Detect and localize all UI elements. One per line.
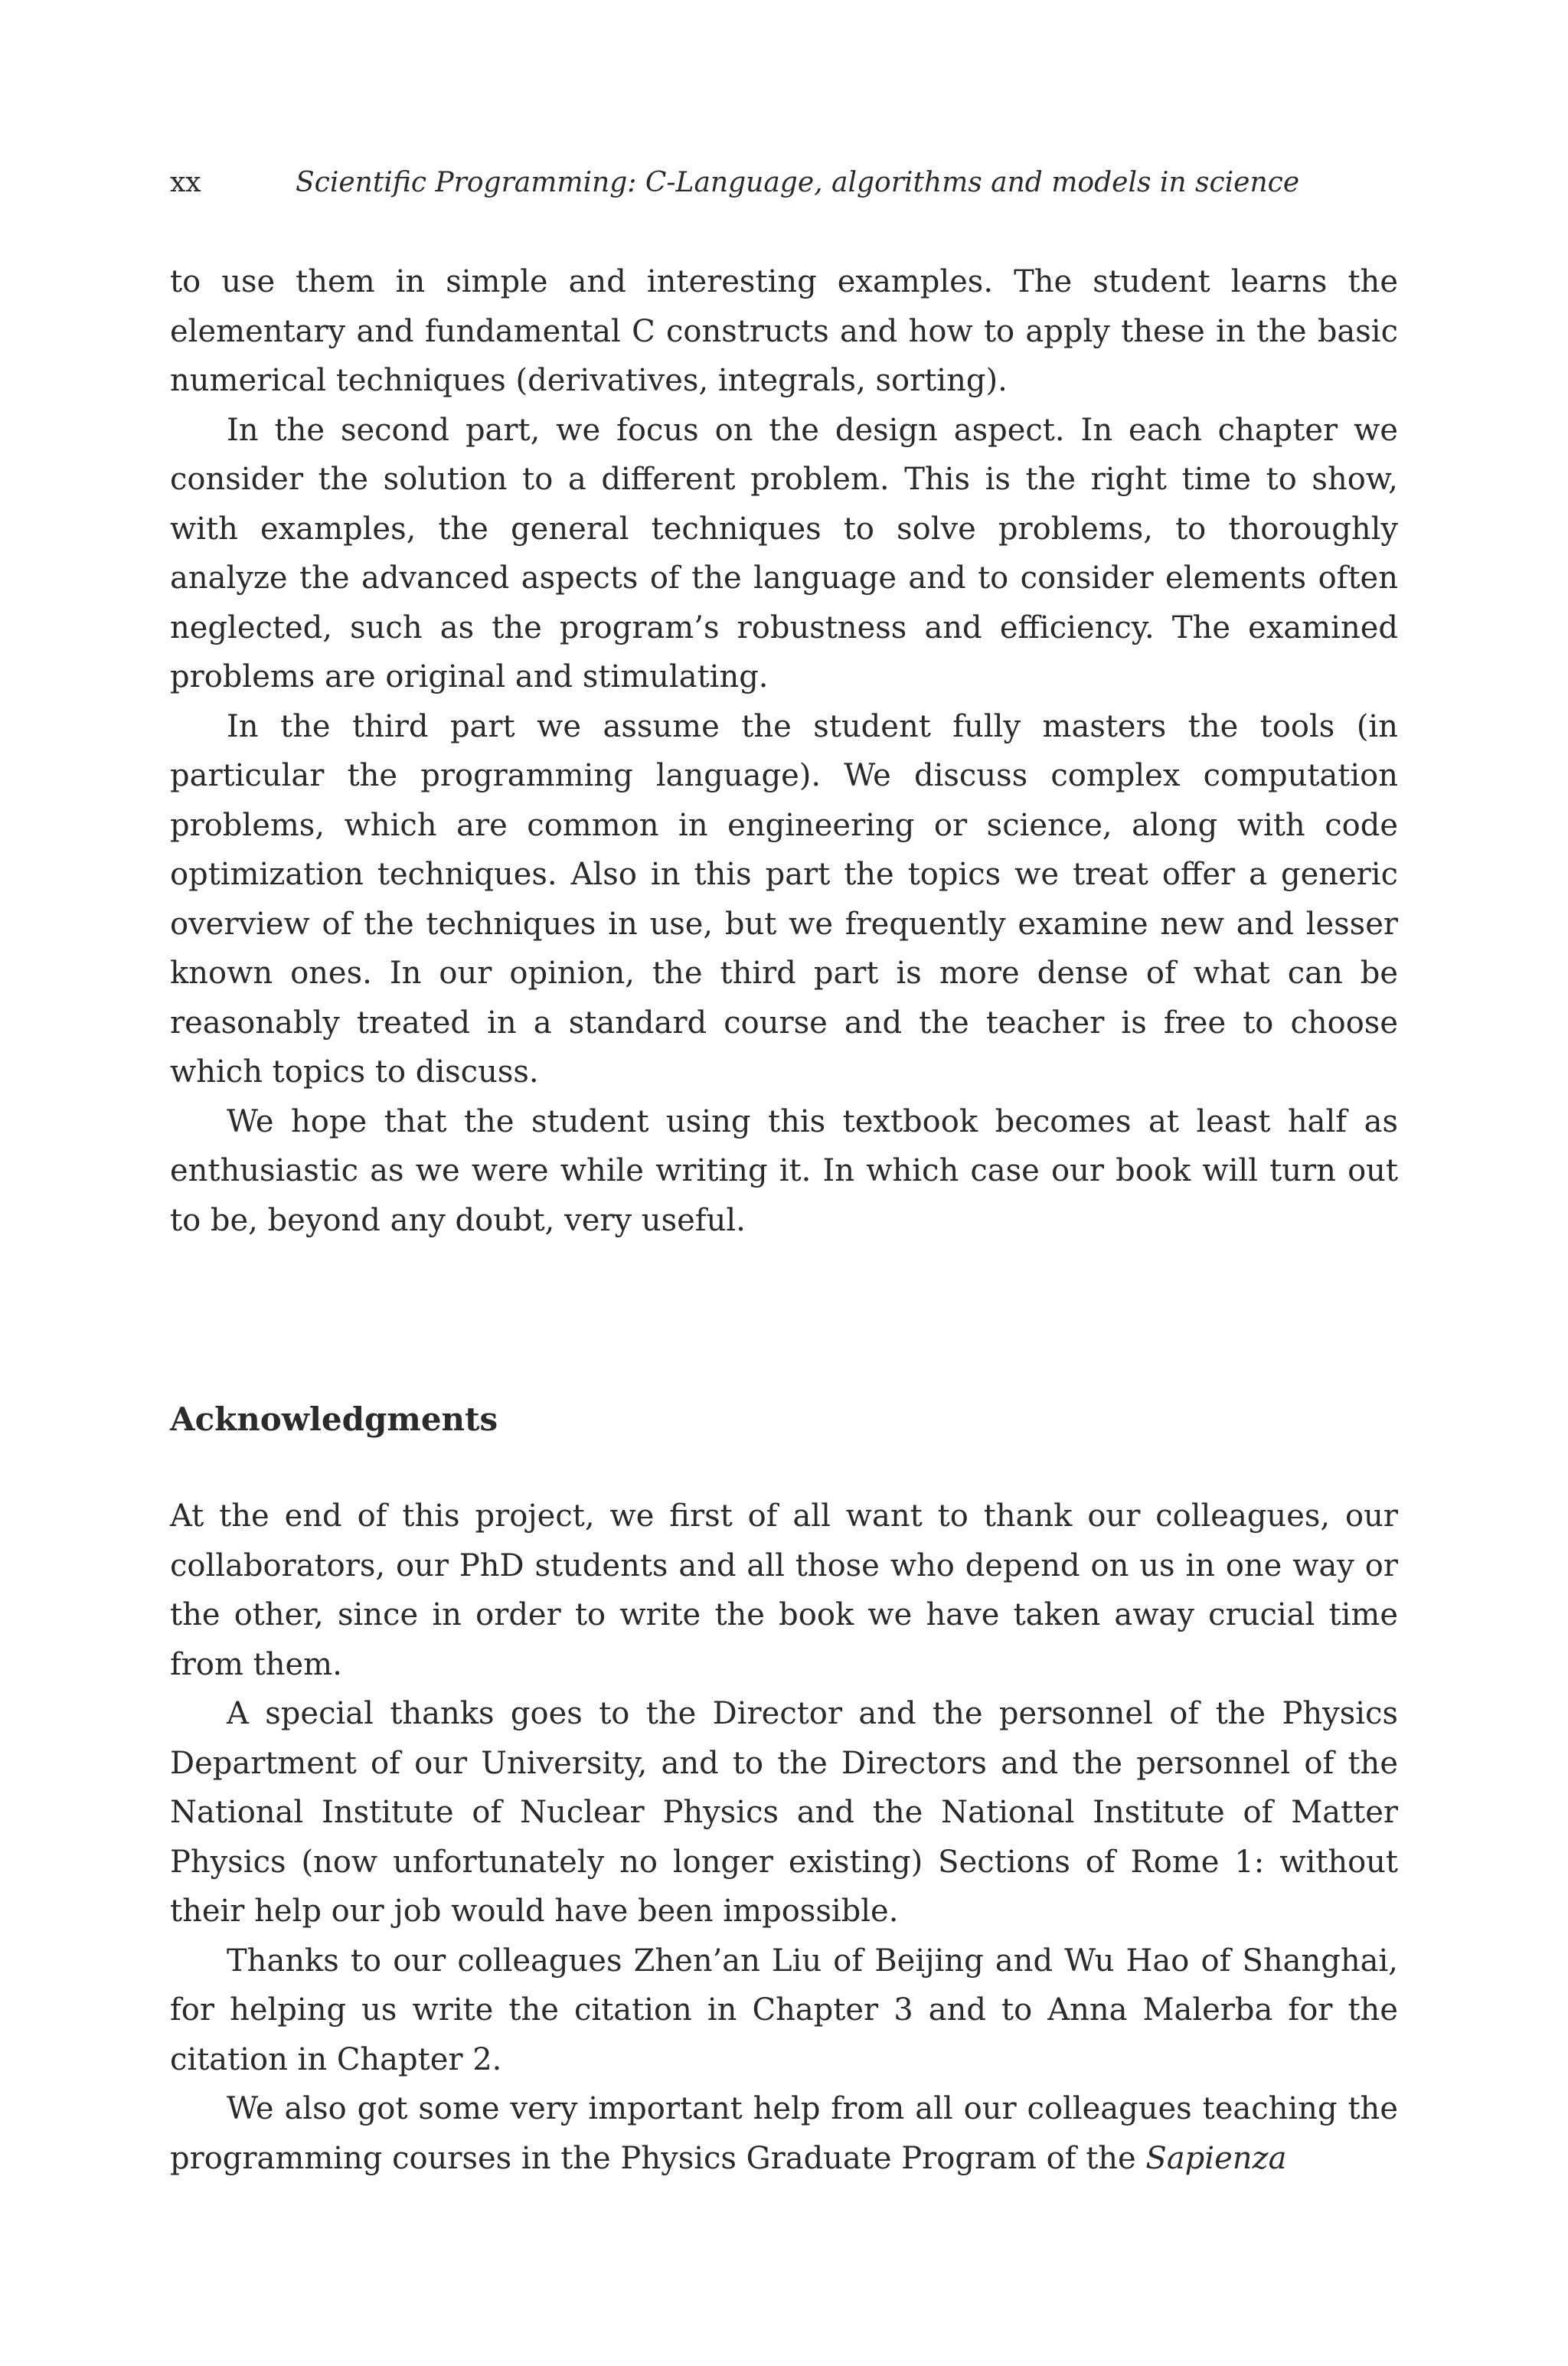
sapienza-italic: Sapienza bbox=[1145, 2140, 1287, 2176]
acknowledgments-section bbox=[170, 1492, 1398, 2183]
running-head bbox=[170, 164, 1398, 202]
page-number: xx bbox=[170, 167, 201, 198]
intro-paragraph: We hope that the student using this textbook becomes at least half as enthusiastic as we were while writing it. In which case our book will turn out to be, beyond any doubt, very useful. bbox=[170, 1103, 1398, 1238]
intro-paragraph: to use them in simple and interesting examples. The student learns the elementary and fundamental C constructs and how to apply these in the basic numerical techniques (derivatives, integrals, sorting). bbox=[170, 264, 1398, 398]
intro-paragraph: In the third part we assume the student fully masters the tools (in particular the programming language). We discuss complex computation problems, which are common in engineering or science, along with code optimization techniques. Also in this part the topics we treat offer a generic overview of the techniques in use, but we frequently examine new and lesser known ones. In our opinion, the third part is more dense of what can be reasonably treated in a standard course and the teacher is free to choose which topics to discuss. bbox=[170, 708, 1398, 1090]
intro-section bbox=[170, 257, 1398, 1245]
acknowledgments-paragraph: Thanks to our colleagues Zhen’an Liu of Beijing and Wu Hao of Shanghai, for helping us write the citation in Chapter 3 and to Anna Malerba for the citation in Chapter 2. bbox=[170, 1943, 1398, 2077]
running-head-title: Scientific Programming: C-Language, algorithms and models in science bbox=[296, 167, 1300, 198]
acknowledgments-last-text: We also got some very important help from all our colleagues teaching the programming courses in the Physics Graduate Program of the bbox=[170, 2091, 1398, 2176]
acknowledgments-heading: Acknowledgments bbox=[170, 1400, 498, 1438]
acknowledgments-paragraph-last bbox=[170, 2084, 1398, 2183]
acknowledgments-paragraph: A special thanks goes to the Director and the personnel of the Physics Department of our University, and to the Directors and the personnel of the National Institute of Nuclear Physics and the National Institute of Matter Physics (now unfortunately no longer existing) Sections of Rome 1: without their help our job would have been impossible. bbox=[170, 1696, 1398, 1929]
intro-paragraph: In the second part, we focus on the design aspect. In each chapter we consider the solution to a different problem. This is the right time to show, with examples, the general techniques to solve problems, to thoroughly analyze the advanced aspects of the language and to consider elements often neglected, such as the program’s robustness and efficiency. The examined problems are original and stimulating. bbox=[170, 412, 1398, 694]
acknowledgments-paragraph: At the end of this project, we first of all want to thank our colleagues, our collaborators, our PhD students and all those who depend on us in one way or the other, since in order to write the book we have taken away crucial time from them. bbox=[170, 1498, 1398, 1682]
